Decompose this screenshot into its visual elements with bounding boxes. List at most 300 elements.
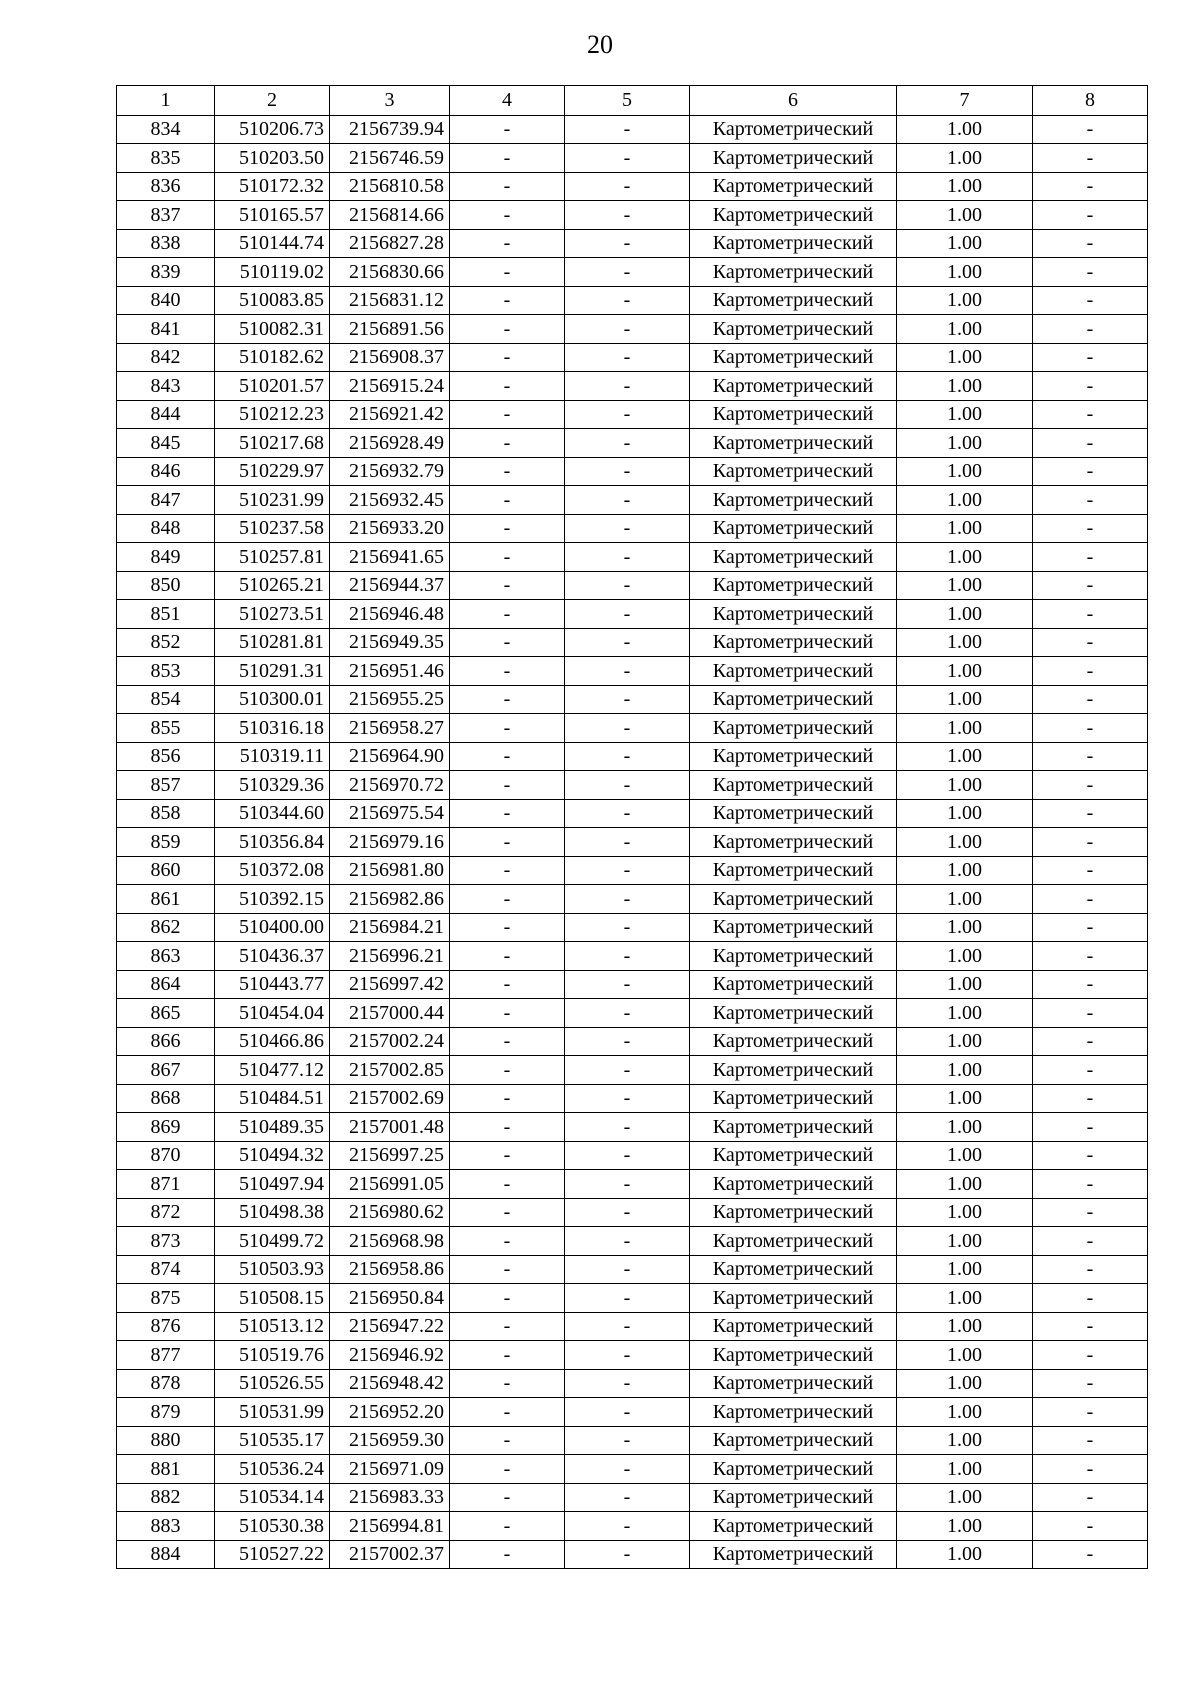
- point-number-cell: 838: [117, 229, 215, 258]
- method-cell: Картометрический: [690, 172, 897, 201]
- x-coordinate-cell: 510436.37: [215, 942, 330, 971]
- accuracy-cell: 1.00: [897, 1027, 1033, 1056]
- col4-cell: -: [450, 1312, 565, 1341]
- accuracy-cell: 1.00: [897, 685, 1033, 714]
- col8-cell: -: [1033, 144, 1148, 173]
- y-coordinate-cell: 2156975.54: [330, 799, 450, 828]
- point-number-cell: 881: [117, 1455, 215, 1484]
- col4-cell: -: [450, 1255, 565, 1284]
- x-coordinate-cell: 510513.12: [215, 1312, 330, 1341]
- table-row: [117, 372, 1148, 401]
- accuracy-cell: 1.00: [897, 999, 1033, 1028]
- point-number-cell: 839: [117, 258, 215, 287]
- method-cell: Картометрический: [690, 571, 897, 600]
- x-coordinate-cell: 510237.58: [215, 514, 330, 543]
- col5-cell: -: [565, 742, 690, 771]
- y-coordinate-cell: 2156908.37: [330, 343, 450, 372]
- table-row: [117, 315, 1148, 344]
- point-number-cell: 872: [117, 1198, 215, 1227]
- point-number-cell: 837: [117, 201, 215, 230]
- header-cell: 5: [565, 86, 690, 116]
- header-cell: 7: [897, 86, 1033, 116]
- table-row: [117, 685, 1148, 714]
- table-row: [117, 229, 1148, 258]
- method-cell: Картометрический: [690, 856, 897, 885]
- x-coordinate-cell: 510083.85: [215, 286, 330, 315]
- col8-cell: -: [1033, 1113, 1148, 1142]
- point-number-cell: 849: [117, 543, 215, 572]
- table-row: [117, 1284, 1148, 1313]
- col8-cell: -: [1033, 486, 1148, 515]
- accuracy-cell: 1.00: [897, 828, 1033, 857]
- y-coordinate-cell: 2157000.44: [330, 999, 450, 1028]
- point-number-cell: 845: [117, 429, 215, 458]
- col5-cell: -: [565, 600, 690, 629]
- col8-cell: -: [1033, 1170, 1148, 1199]
- accuracy-cell: 1.00: [897, 514, 1033, 543]
- accuracy-cell: 1.00: [897, 1455, 1033, 1484]
- col8-cell: -: [1033, 429, 1148, 458]
- method-cell: Картометрический: [690, 343, 897, 372]
- col8-cell: -: [1033, 372, 1148, 401]
- col4-cell: -: [450, 1369, 565, 1398]
- point-number-cell: 864: [117, 970, 215, 999]
- method-cell: Картометрический: [690, 1312, 897, 1341]
- y-coordinate-cell: 2156941.65: [330, 543, 450, 572]
- col5-cell: -: [565, 1198, 690, 1227]
- x-coordinate-cell: 510392.15: [215, 885, 330, 914]
- y-coordinate-cell: 2157002.37: [330, 1540, 450, 1569]
- col5-cell: -: [565, 172, 690, 201]
- point-number-cell: 840: [117, 286, 215, 315]
- col4-cell: -: [450, 1113, 565, 1142]
- point-number-cell: 861: [117, 885, 215, 914]
- col5-cell: -: [565, 657, 690, 686]
- table-row: [117, 999, 1148, 1028]
- x-coordinate-cell: 510201.57: [215, 372, 330, 401]
- method-cell: Картометрический: [690, 1398, 897, 1427]
- col4-cell: -: [450, 115, 565, 144]
- method-cell: Картометрический: [690, 315, 897, 344]
- y-coordinate-cell: 2156831.12: [330, 286, 450, 315]
- col5-cell: -: [565, 1341, 690, 1370]
- accuracy-cell: 1.00: [897, 229, 1033, 258]
- point-number-cell: 860: [117, 856, 215, 885]
- accuracy-cell: 1.00: [897, 1113, 1033, 1142]
- col4-cell: -: [450, 742, 565, 771]
- col4-cell: -: [450, 714, 565, 743]
- table-row: [117, 571, 1148, 600]
- col4-cell: -: [450, 1027, 565, 1056]
- point-number-cell: 835: [117, 144, 215, 173]
- col4-cell: -: [450, 1455, 565, 1484]
- x-coordinate-cell: 510535.17: [215, 1426, 330, 1455]
- x-coordinate-cell: 510281.81: [215, 628, 330, 657]
- y-coordinate-cell: 2156746.59: [330, 144, 450, 173]
- point-number-cell: 874: [117, 1255, 215, 1284]
- method-cell: Картометрический: [690, 372, 897, 401]
- y-coordinate-cell: 2156996.21: [330, 942, 450, 971]
- point-number-cell: 868: [117, 1084, 215, 1113]
- y-coordinate-cell: 2156981.80: [330, 856, 450, 885]
- point-number-cell: 854: [117, 685, 215, 714]
- col4-cell: -: [450, 1398, 565, 1427]
- x-coordinate-cell: 510316.18: [215, 714, 330, 743]
- table-row: [117, 1027, 1148, 1056]
- point-number-cell: 855: [117, 714, 215, 743]
- point-number-cell: 851: [117, 600, 215, 629]
- col4-cell: -: [450, 1084, 565, 1113]
- col5-cell: -: [565, 999, 690, 1028]
- table-row: [117, 486, 1148, 515]
- header-cell: 3: [330, 86, 450, 116]
- x-coordinate-cell: 510182.62: [215, 343, 330, 372]
- col8-cell: -: [1033, 571, 1148, 600]
- y-coordinate-cell: 2156891.56: [330, 315, 450, 344]
- accuracy-cell: 1.00: [897, 201, 1033, 230]
- col5-cell: -: [565, 258, 690, 287]
- table-header-row: [117, 86, 1148, 116]
- table-row: [117, 1512, 1148, 1541]
- y-coordinate-cell: 2157002.69: [330, 1084, 450, 1113]
- x-coordinate-cell: 510273.51: [215, 600, 330, 629]
- accuracy-cell: 1.00: [897, 970, 1033, 999]
- x-coordinate-cell: 510454.04: [215, 999, 330, 1028]
- point-number-cell: 869: [117, 1113, 215, 1142]
- method-cell: Картометрический: [690, 714, 897, 743]
- y-coordinate-cell: 2156984.21: [330, 913, 450, 942]
- col4-cell: -: [450, 543, 565, 572]
- col5-cell: -: [565, 1227, 690, 1256]
- method-cell: Картометрический: [690, 1141, 897, 1170]
- col4-cell: -: [450, 600, 565, 629]
- accuracy-cell: 1.00: [897, 1483, 1033, 1512]
- y-coordinate-cell: 2156928.49: [330, 429, 450, 458]
- accuracy-cell: 1.00: [897, 486, 1033, 515]
- method-cell: Картометрический: [690, 999, 897, 1028]
- y-coordinate-cell: 2156955.25: [330, 685, 450, 714]
- y-coordinate-cell: 2156979.16: [330, 828, 450, 857]
- col8-cell: -: [1033, 799, 1148, 828]
- accuracy-cell: 1.00: [897, 856, 1033, 885]
- method-cell: Картометрический: [690, 201, 897, 230]
- table-row: [117, 1170, 1148, 1199]
- table-body: [117, 86, 1148, 1569]
- table-row: [117, 1056, 1148, 1085]
- y-coordinate-cell: 2156982.86: [330, 885, 450, 914]
- method-cell: Картометрический: [690, 685, 897, 714]
- x-coordinate-cell: 510165.57: [215, 201, 330, 230]
- point-number-cell: 842: [117, 343, 215, 372]
- x-coordinate-cell: 510534.14: [215, 1483, 330, 1512]
- col4-cell: -: [450, 1170, 565, 1199]
- col5-cell: -: [565, 714, 690, 743]
- method-cell: Картометрический: [690, 258, 897, 287]
- col8-cell: -: [1033, 1255, 1148, 1284]
- method-cell: Картометрический: [690, 1426, 897, 1455]
- accuracy-cell: 1.00: [897, 1255, 1033, 1284]
- x-coordinate-cell: 510498.38: [215, 1198, 330, 1227]
- x-coordinate-cell: 510531.99: [215, 1398, 330, 1427]
- col4-cell: -: [450, 286, 565, 315]
- x-coordinate-cell: 510300.01: [215, 685, 330, 714]
- method-cell: Картометрический: [690, 657, 897, 686]
- col5-cell: -: [565, 429, 690, 458]
- col8-cell: -: [1033, 942, 1148, 971]
- col5-cell: -: [565, 201, 690, 230]
- col5-cell: -: [565, 1084, 690, 1113]
- col8-cell: -: [1033, 543, 1148, 572]
- accuracy-cell: 1.00: [897, 1170, 1033, 1199]
- col8-cell: -: [1033, 514, 1148, 543]
- x-coordinate-cell: 510257.81: [215, 543, 330, 572]
- col4-cell: -: [450, 942, 565, 971]
- col5-cell: -: [565, 828, 690, 857]
- point-number-cell: 852: [117, 628, 215, 657]
- col8-cell: -: [1033, 628, 1148, 657]
- col4-cell: -: [450, 1056, 565, 1085]
- table-row: [117, 1141, 1148, 1170]
- method-cell: Картометрический: [690, 828, 897, 857]
- x-coordinate-cell: 510527.22: [215, 1540, 330, 1569]
- col5-cell: -: [565, 1056, 690, 1085]
- x-coordinate-cell: 510503.93: [215, 1255, 330, 1284]
- col8-cell: -: [1033, 1084, 1148, 1113]
- y-coordinate-cell: 2157002.24: [330, 1027, 450, 1056]
- point-number-cell: 876: [117, 1312, 215, 1341]
- accuracy-cell: 1.00: [897, 1056, 1033, 1085]
- method-cell: Картометрический: [690, 543, 897, 572]
- col5-cell: -: [565, 1369, 690, 1398]
- col5-cell: -: [565, 771, 690, 800]
- accuracy-cell: 1.00: [897, 1341, 1033, 1370]
- method-cell: Картометрический: [690, 970, 897, 999]
- accuracy-cell: 1.00: [897, 429, 1033, 458]
- y-coordinate-cell: 2156949.35: [330, 628, 450, 657]
- header-cell: 8: [1033, 86, 1148, 116]
- col4-cell: -: [450, 685, 565, 714]
- col8-cell: -: [1033, 1540, 1148, 1569]
- y-coordinate-cell: 2156991.05: [330, 1170, 450, 1199]
- col8-cell: -: [1033, 1141, 1148, 1170]
- x-coordinate-cell: 510082.31: [215, 315, 330, 344]
- header-cell: 1: [117, 86, 215, 116]
- point-number-cell: 843: [117, 372, 215, 401]
- table-row: [117, 942, 1148, 971]
- point-number-cell: 871: [117, 1170, 215, 1199]
- col5-cell: -: [565, 1483, 690, 1512]
- point-number-cell: 844: [117, 400, 215, 429]
- accuracy-cell: 1.00: [897, 1512, 1033, 1541]
- method-cell: Картометрический: [690, 144, 897, 173]
- method-cell: Картометрический: [690, 1113, 897, 1142]
- col8-cell: -: [1033, 1227, 1148, 1256]
- col4-cell: -: [450, 999, 565, 1028]
- accuracy-cell: 1.00: [897, 742, 1033, 771]
- col4-cell: -: [450, 1227, 565, 1256]
- accuracy-cell: 1.00: [897, 315, 1033, 344]
- accuracy-cell: 1.00: [897, 343, 1033, 372]
- col5-cell: -: [565, 1312, 690, 1341]
- col4-cell: -: [450, 1198, 565, 1227]
- col4-cell: -: [450, 229, 565, 258]
- method-cell: Картометрический: [690, 771, 897, 800]
- col4-cell: -: [450, 1483, 565, 1512]
- x-coordinate-cell: 510212.23: [215, 400, 330, 429]
- y-coordinate-cell: 2156970.72: [330, 771, 450, 800]
- method-cell: Картометрический: [690, 799, 897, 828]
- col4-cell: -: [450, 856, 565, 885]
- accuracy-cell: 1.00: [897, 628, 1033, 657]
- point-number-cell: 877: [117, 1341, 215, 1370]
- x-coordinate-cell: 510400.00: [215, 913, 330, 942]
- point-number-cell: 882: [117, 1483, 215, 1512]
- col5-cell: -: [565, 343, 690, 372]
- y-coordinate-cell: 2156997.25: [330, 1141, 450, 1170]
- point-number-cell: 841: [117, 315, 215, 344]
- y-coordinate-cell: 2156968.98: [330, 1227, 450, 1256]
- method-cell: Картометрический: [690, 885, 897, 914]
- col8-cell: -: [1033, 343, 1148, 372]
- point-number-cell: 875: [117, 1284, 215, 1313]
- y-coordinate-cell: 2156948.42: [330, 1369, 450, 1398]
- table-row: [117, 600, 1148, 629]
- col5-cell: -: [565, 628, 690, 657]
- x-coordinate-cell: 510206.73: [215, 115, 330, 144]
- col4-cell: -: [450, 343, 565, 372]
- col8-cell: -: [1033, 1398, 1148, 1427]
- table-row: [117, 1198, 1148, 1227]
- col8-cell: -: [1033, 1512, 1148, 1541]
- point-number-cell: 857: [117, 771, 215, 800]
- col4-cell: -: [450, 258, 565, 287]
- y-coordinate-cell: 2156814.66: [330, 201, 450, 230]
- y-coordinate-cell: 2156983.33: [330, 1483, 450, 1512]
- col4-cell: -: [450, 970, 565, 999]
- col4-cell: -: [450, 657, 565, 686]
- col8-cell: -: [1033, 714, 1148, 743]
- point-number-cell: 863: [117, 942, 215, 971]
- x-coordinate-cell: 510265.21: [215, 571, 330, 600]
- col5-cell: -: [565, 229, 690, 258]
- table-row: [117, 828, 1148, 857]
- col5-cell: -: [565, 1141, 690, 1170]
- method-cell: Картометрический: [690, 400, 897, 429]
- x-coordinate-cell: 510499.72: [215, 1227, 330, 1256]
- table-row: [117, 799, 1148, 828]
- x-coordinate-cell: 510526.55: [215, 1369, 330, 1398]
- y-coordinate-cell: 2156827.28: [330, 229, 450, 258]
- x-coordinate-cell: 510497.94: [215, 1170, 330, 1199]
- x-coordinate-cell: 510484.51: [215, 1084, 330, 1113]
- table-row: [117, 201, 1148, 230]
- point-number-cell: 880: [117, 1426, 215, 1455]
- table-row: [117, 400, 1148, 429]
- point-number-cell: 879: [117, 1398, 215, 1427]
- col5-cell: -: [565, 1113, 690, 1142]
- x-coordinate-cell: 510291.31: [215, 657, 330, 686]
- table-row: [117, 258, 1148, 287]
- table-row: [117, 514, 1148, 543]
- x-coordinate-cell: 510519.76: [215, 1341, 330, 1370]
- x-coordinate-cell: 510443.77: [215, 970, 330, 999]
- col5-cell: -: [565, 1170, 690, 1199]
- x-coordinate-cell: 510329.36: [215, 771, 330, 800]
- col8-cell: -: [1033, 115, 1148, 144]
- accuracy-cell: 1.00: [897, 771, 1033, 800]
- col8-cell: -: [1033, 1455, 1148, 1484]
- col4-cell: -: [450, 1512, 565, 1541]
- col8-cell: -: [1033, 999, 1148, 1028]
- accuracy-cell: 1.00: [897, 1198, 1033, 1227]
- method-cell: Картометрический: [690, 1512, 897, 1541]
- col8-cell: -: [1033, 885, 1148, 914]
- col4-cell: -: [450, 457, 565, 486]
- col4-cell: -: [450, 486, 565, 515]
- col8-cell: -: [1033, 913, 1148, 942]
- table-row: [117, 885, 1148, 914]
- col4-cell: -: [450, 1341, 565, 1370]
- col8-cell: -: [1033, 457, 1148, 486]
- accuracy-cell: 1.00: [897, 457, 1033, 486]
- table-row: [117, 856, 1148, 885]
- accuracy-cell: 1.00: [897, 657, 1033, 686]
- col5-cell: -: [565, 115, 690, 144]
- accuracy-cell: 1.00: [897, 1312, 1033, 1341]
- method-cell: Картометрический: [690, 486, 897, 515]
- method-cell: Картометрический: [690, 1056, 897, 1085]
- col8-cell: -: [1033, 970, 1148, 999]
- col4-cell: -: [450, 628, 565, 657]
- point-number-cell: 834: [117, 115, 215, 144]
- accuracy-cell: 1.00: [897, 115, 1033, 144]
- col8-cell: -: [1033, 771, 1148, 800]
- method-cell: Картометрический: [690, 429, 897, 458]
- col4-cell: -: [450, 172, 565, 201]
- col5-cell: -: [565, 144, 690, 173]
- accuracy-cell: 1.00: [897, 144, 1033, 173]
- table-row: [117, 457, 1148, 486]
- col8-cell: -: [1033, 828, 1148, 857]
- col5-cell: -: [565, 1398, 690, 1427]
- accuracy-cell: 1.00: [897, 543, 1033, 572]
- col5-cell: -: [565, 1540, 690, 1569]
- method-cell: Картометрический: [690, 286, 897, 315]
- col8-cell: -: [1033, 286, 1148, 315]
- method-cell: Картометрический: [690, 1483, 897, 1512]
- accuracy-cell: 1.00: [897, 571, 1033, 600]
- col5-cell: -: [565, 543, 690, 572]
- x-coordinate-cell: 510372.08: [215, 856, 330, 885]
- col4-cell: -: [450, 144, 565, 173]
- col8-cell: -: [1033, 657, 1148, 686]
- col5-cell: -: [565, 400, 690, 429]
- col5-cell: -: [565, 685, 690, 714]
- col8-cell: -: [1033, 1056, 1148, 1085]
- table-row: [117, 1341, 1148, 1370]
- point-number-cell: 856: [117, 742, 215, 771]
- accuracy-cell: 1.00: [897, 1284, 1033, 1313]
- header-cell: 4: [450, 86, 565, 116]
- col5-cell: -: [565, 457, 690, 486]
- table-row: [117, 1483, 1148, 1512]
- col5-cell: -: [565, 1027, 690, 1056]
- col5-cell: -: [565, 571, 690, 600]
- method-cell: Картометрический: [690, 600, 897, 629]
- col8-cell: -: [1033, 258, 1148, 287]
- accuracy-cell: 1.00: [897, 942, 1033, 971]
- y-coordinate-cell: 2156959.30: [330, 1426, 450, 1455]
